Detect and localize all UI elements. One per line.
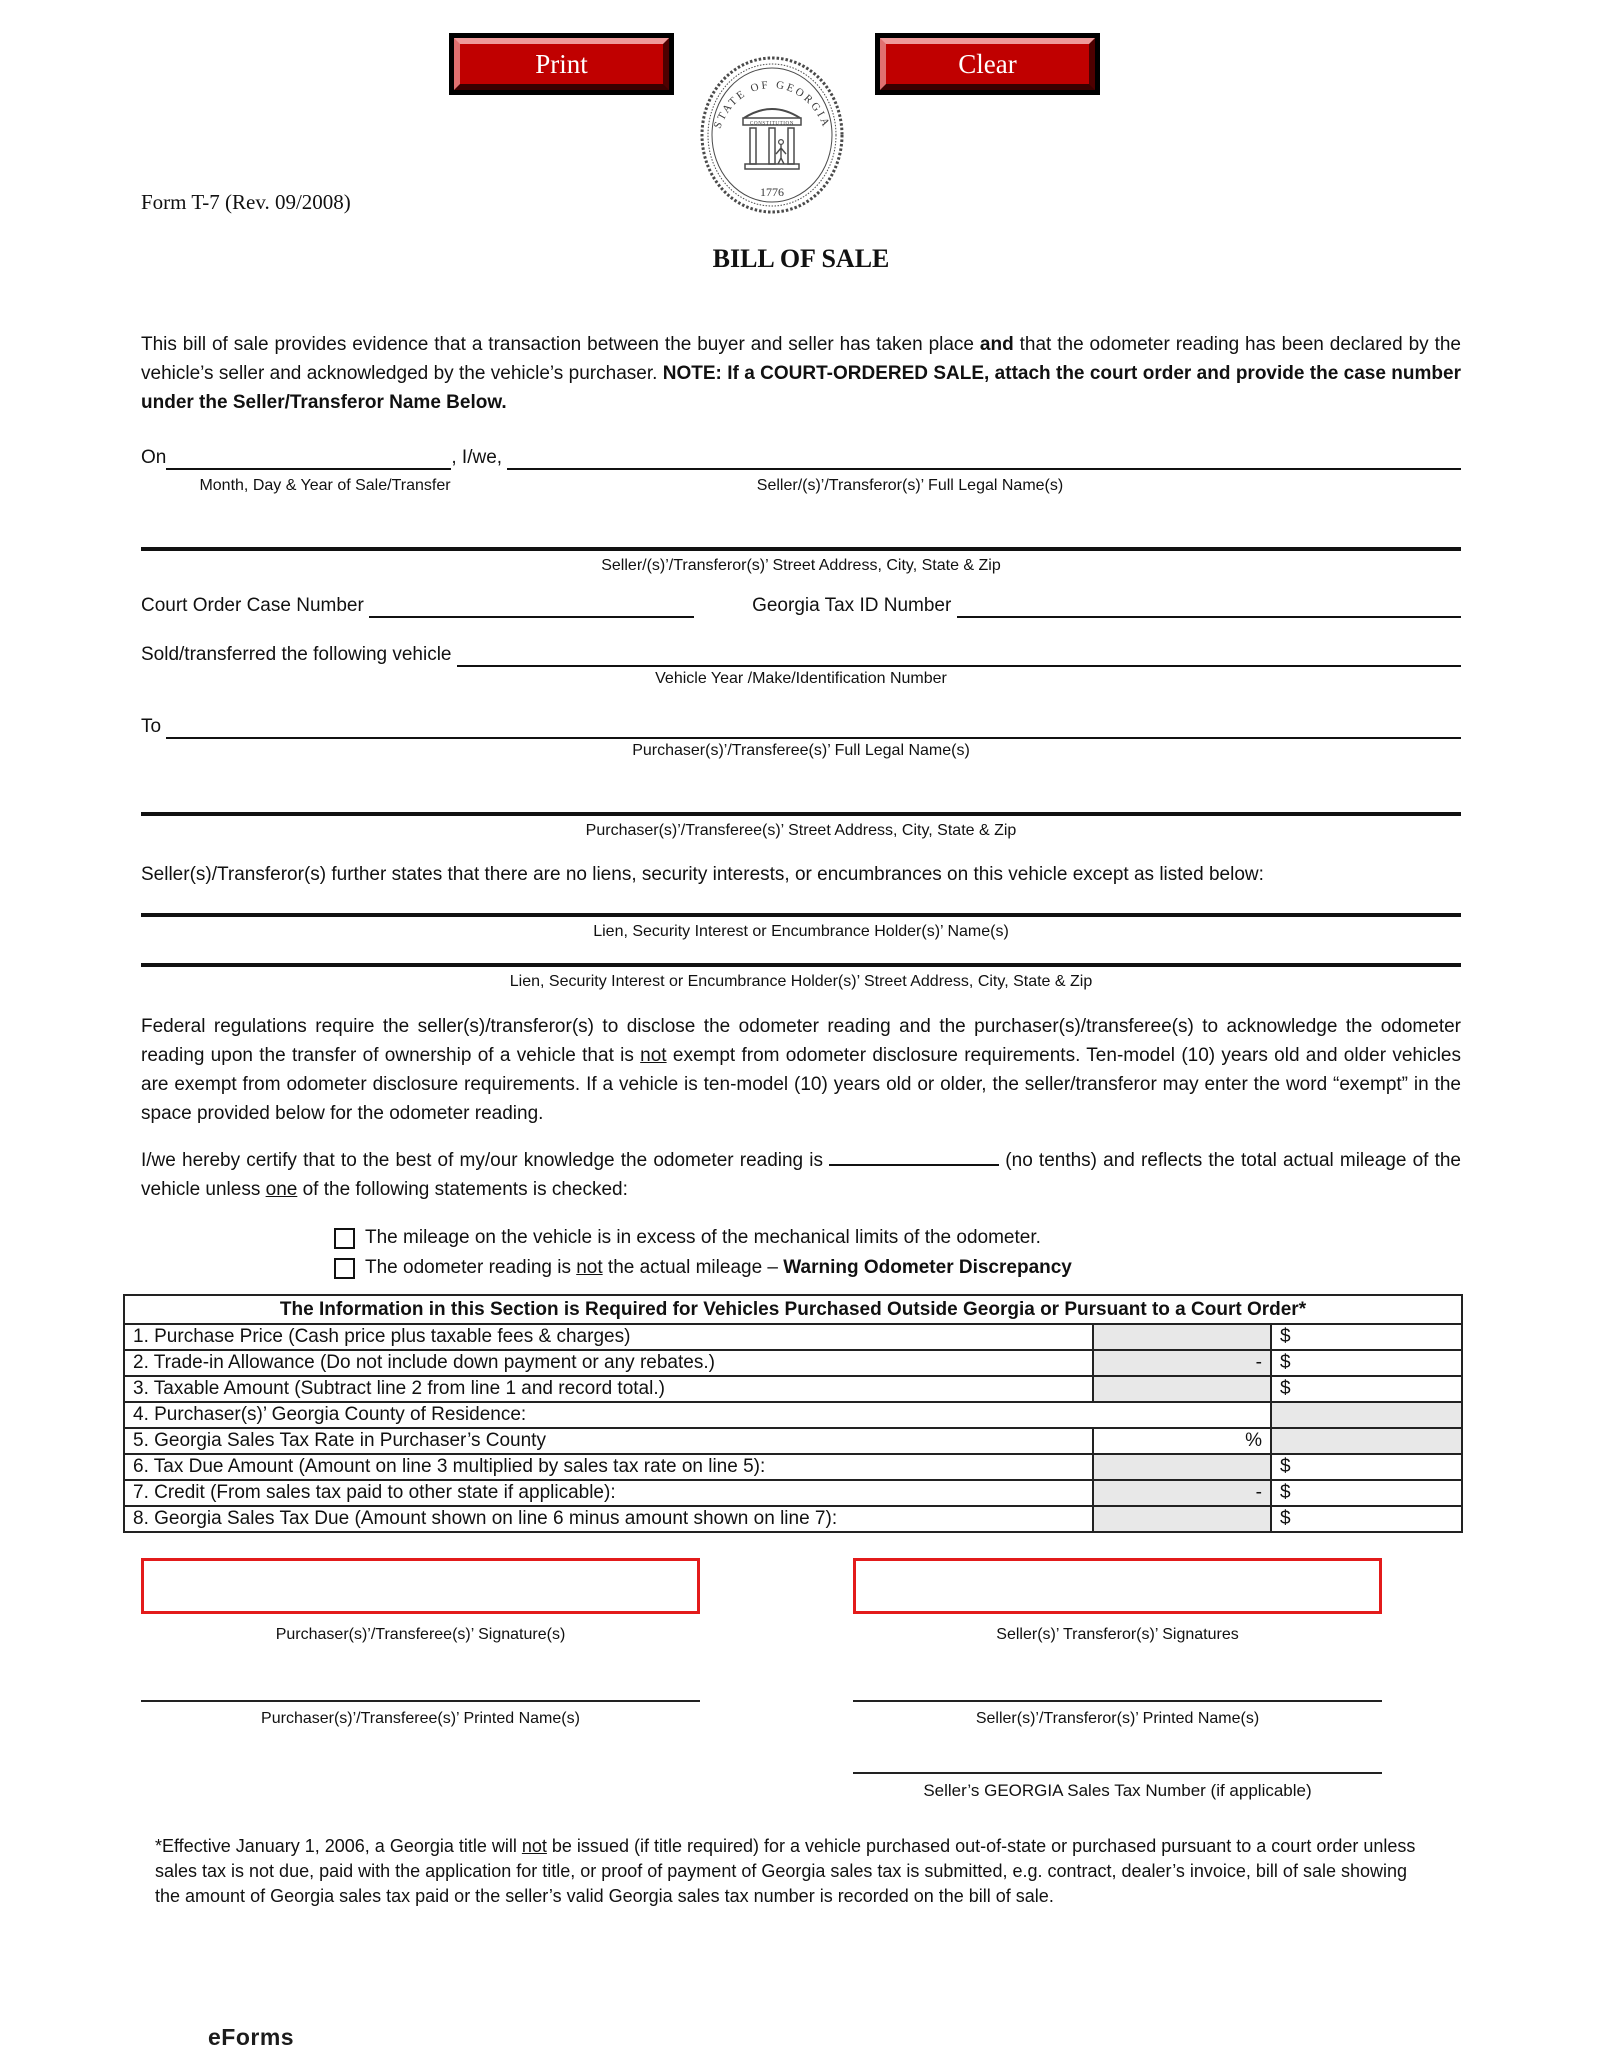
svg-text:CONSTITUTION (750, 122, 794, 127)
row-label[interactable]: 4. Purchaser(s)’ Georgia County of Residence: (124, 1402, 1271, 1428)
sale-date-caption: Month, Day & Year of Sale/Transfer (199, 477, 451, 494)
seller-address-line[interactable] (141, 547, 1461, 551)
intro-text-2: that the odometer reading has been declared by the vehicle’s seller and acknowledged by the vehicle’s purchaser. (141, 334, 1461, 384)
mechanical-limits-checkbox[interactable] (334, 1228, 355, 1249)
purchaser-row (141, 713, 1461, 739)
row-dollar-cell[interactable]: $ (1271, 1454, 1462, 1480)
certify-paragraph (141, 1146, 1461, 1204)
lien-name-caption: Lien, Security Interest or Encumbrance Holder(s)’ Name(s) (593, 923, 1009, 940)
on-label: On (141, 447, 167, 468)
ga-taxid-label: Georgia Tax ID Number (752, 595, 957, 616)
table-header-row (124, 1295, 1462, 1324)
clear-button-label: Clear (958, 48, 1017, 79)
purchaser-signature-box[interactable] (141, 1558, 700, 1614)
odometer-checkbox-group (334, 1224, 1464, 1284)
row-percent-field[interactable]: % (1093, 1428, 1271, 1454)
print-button-label: Print (535, 48, 588, 79)
odometer-discrepancy-label: The odometer reading is not the actual mileage – Warning Odometer Discrepancy (365, 1257, 1072, 1278)
purchaser-address-line[interactable] (141, 812, 1461, 816)
odometer-text-1: Federal regulations require the seller(s)/transferor(s) to disclose the odometer reading and the purchaser(s)/transferee(s) to acknowledge the odometer reading upon the transfer of ownership of a vehicle that is (141, 1016, 1461, 1066)
seller-printed-name-line[interactable] (853, 1700, 1382, 1702)
row-dollar-cell[interactable]: $ (1271, 1506, 1462, 1532)
intro-note: NOTE: If a COURT-ORDERED SALE, attach the court order and provide the case number under the Seller/Transferor Name Below. (141, 363, 1461, 413)
footnote-text-1: *Effective January 1, 2006, a Georgia title will (155, 1836, 522, 1856)
certify-underline-one: one (265, 1179, 298, 1200)
vehicle-field[interactable] (457, 641, 1461, 667)
footnote-text-2: be issued (if title required) for a vehicle purchased out-of-state or purchased pursuant to a court order unless sales tax is not due, paid with the application for title, or proof of payment of Georgia sales tax is submitted, e.g. contract, dealer’s invoice, bill of sale showing the amount of Georgia sales tax paid or the seller’s valid Georgia sales tax number is recorded on the bill of sale. (155, 1836, 1416, 1906)
seal-banner-text: CONSTITUTION (750, 121, 794, 127)
intro-text-1: This bill of sale provides evidence that a transaction between the buyer and seller has taken place (141, 334, 980, 355)
row-amount-field[interactable] (1271, 1402, 1462, 1428)
seller-signature-caption: Seller(s)’ Transferor(s)’ Signatures (996, 1626, 1239, 1643)
odometer-discrepancy-row (334, 1254, 1464, 1281)
certify-text-2: (no tenths) and reflects the total actual mileage of the vehicle unless (141, 1150, 1461, 1200)
lien-address-caption: Lien, Security Interest or Encumbrance Holder(s)’ Street Address, City, State & Zip (509, 973, 1093, 990)
row-amount-field[interactable]: - (1093, 1350, 1271, 1376)
purchaser-printed-name-line[interactable] (141, 1700, 700, 1702)
court-case-field[interactable] (369, 592, 694, 618)
row-amount-field[interactable] (1271, 1428, 1462, 1454)
table-row-8 (124, 1506, 1462, 1532)
mechanical-limits-row (334, 1224, 1464, 1251)
to-label: To (141, 716, 167, 737)
vehicle-row (141, 641, 1461, 667)
footnote-underline-not: not (521, 1836, 547, 1856)
row-label: 7. Credit (From sales tax paid to other state if applicable): (124, 1480, 1093, 1506)
mechanical-limits-label: The mileage on the vehicle is in excess of the mechanical limits of the odometer. (365, 1227, 1041, 1248)
lien-address-line[interactable] (141, 963, 1461, 967)
form-number: Form T-7 (Rev. 09/2008) (141, 190, 351, 214)
purchaser-address-caption: Purchaser(s)’/Transferee(s)’ Street Address, City, State & Zip (585, 822, 1017, 839)
table-row-6 (124, 1454, 1462, 1480)
row-dollar-cell[interactable]: $ (1271, 1324, 1462, 1350)
seal-year: 1776 (760, 185, 784, 199)
purchaser-signature-caption: Purchaser(s)’/Transferee(s)’ Signature(s) (275, 1626, 566, 1643)
row-amount-field[interactable]: - (1093, 1480, 1271, 1506)
seller-printed-name-caption: Seller(s)’/Transferor(s)’ Printed Name(s) (975, 1710, 1260, 1727)
seller-name-caption: Seller/(s)’/Transferor(s)’ Full Legal Name(s) (756, 477, 1064, 494)
odometer-underline-not: not (640, 1045, 667, 1066)
seller-signature-box[interactable] (853, 1558, 1382, 1614)
intro-paragraph (141, 330, 1461, 417)
row-dollar-cell[interactable]: $ (1271, 1376, 1462, 1402)
seller-address-caption: Seller/(s)’/Transferor(s)’ Street Address, City, State & Zip (601, 557, 1001, 574)
row-label: 5. Georgia Sales Tax Rate in Purchaser’s County (124, 1428, 1093, 1454)
table-row-4 (124, 1402, 1462, 1428)
iwe-label: , I/we, (451, 447, 508, 468)
clear-button-bevel (880, 38, 1095, 90)
row-amount-field[interactable] (1093, 1454, 1271, 1480)
court-taxid-row (141, 592, 1461, 618)
date-seller-row (141, 444, 1461, 470)
odometer-discrepancy-checkbox[interactable] (334, 1258, 355, 1279)
lien-name-line[interactable] (141, 913, 1461, 917)
sale-date-field[interactable] (166, 444, 451, 470)
intro-bold-and: and (979, 334, 1014, 355)
liens-statement: Seller(s)/Transferor(s) further states that there are no liens, security interests, or encumbrances on this vehicle except as listed below: (141, 864, 1264, 885)
purchaser-name-field[interactable] (166, 713, 1461, 739)
purchaser-name-caption: Purchaser(s)’/Transferee(s)’ Full Legal Name(s) (632, 742, 970, 759)
table-row-2 (124, 1350, 1462, 1376)
sales-tax-table (123, 1294, 1463, 1533)
row-label: 2. Trade-in Allowance (Do not include down payment or any rebates.) (124, 1350, 1093, 1376)
seal-top-text: STATE OF GEORGIA (711, 78, 833, 131)
seller-name-field[interactable] (507, 444, 1461, 470)
effective-date-footnote (155, 1834, 1417, 1909)
table-row-5 (124, 1428, 1462, 1454)
clear-button[interactable] (875, 33, 1100, 95)
eforms-logo: eForms (208, 2024, 295, 2050)
row-label: 1. Purchase Price (Cash price plus taxable fees & charges) (124, 1324, 1093, 1350)
page-title: BILL OF SALE (712, 244, 890, 273)
seller-sales-tax-line[interactable] (853, 1772, 1382, 1774)
court-case-label: Court Order Case Number (141, 595, 370, 616)
row-amount-field[interactable] (1093, 1506, 1271, 1532)
ga-taxid-field[interactable] (957, 592, 1461, 618)
row-dollar-cell[interactable]: $ (1271, 1350, 1462, 1376)
vehicle-caption: Vehicle Year /Make/Identification Number (655, 670, 947, 687)
certify-text-1: I/we hereby certify that to the best of my/our knowledge the odometer reading is (141, 1150, 830, 1171)
table-row-1 (124, 1324, 1462, 1350)
seller-sales-tax-caption: Seller’s GEORGIA Sales Tax Number (if applicable) (923, 1781, 1312, 1800)
purchaser-printed-name-caption: Purchaser(s)’/Transferee(s)’ Printed Name(s) (261, 1710, 580, 1727)
row-amount-field[interactable] (1093, 1324, 1271, 1350)
row-dollar-cell[interactable]: $ (1271, 1480, 1462, 1506)
row-label: 3. Taxable Amount (Subtract line 2 from line 1 and record total.) (124, 1376, 1093, 1402)
print-button-bevel (454, 38, 669, 90)
row-label: 6. Tax Due Amount (Amount on line 3 multiplied by sales tax rate on line 5): (124, 1454, 1093, 1480)
odometer-paragraph (141, 1012, 1461, 1128)
print-button[interactable] (449, 33, 674, 95)
certify-text-3: of the following statements is checked: (297, 1179, 628, 1200)
georgia-state-seal-icon (700, 56, 844, 214)
odometer-reading-field[interactable] (829, 1150, 999, 1166)
table-row-7 (124, 1480, 1462, 1506)
row-label: 8. Georgia Sales Tax Due (Amount shown on line 6 minus amount shown on line 7): (124, 1506, 1093, 1532)
row-amount-field[interactable] (1093, 1376, 1271, 1402)
odometer-text-2: exempt from odometer disclosure requirements. Ten-model (10) years old and older vehicles are exempt from odometer disclosure requirements. If a vehicle is ten-model (10) years old or older, the seller/transferor may enter the word “exempt” in the space provided below for the odometer reading. (141, 1045, 1461, 1124)
table-row-3 (124, 1376, 1462, 1402)
sold-label: Sold/transferred the following vehicle (141, 644, 457, 665)
table-header: The Information in this Section is Required for Vehicles Purchased Outside Georgia or Pursuant to a Court Order* (124, 1295, 1462, 1324)
